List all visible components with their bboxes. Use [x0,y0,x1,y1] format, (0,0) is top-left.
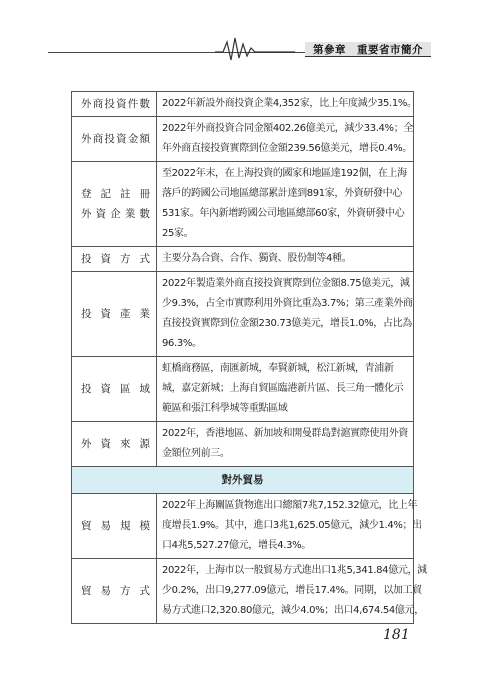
content-line: 易方式進口2,320.80億元，減少4.0%；出口4,674.54億元， [162,605,424,616]
content-line: 2022年，上海市以一般貿易方式進出口1兆5,341.84億元，減 [162,565,427,576]
row-label: 登 記 註 冊 [81,188,150,200]
row-label: 投 資 區 域 [81,383,150,395]
table-row [72,422,414,467]
content-line: 度增長1.9%。其中，進口3兆1,625.05億元，減少1.4%；出 [162,520,422,531]
row-label-cell [72,162,157,247]
content-line: 主要分為合資、合作、獨資、股份制等4種。 [162,253,352,264]
content-line: 少9.3%，占全市實際利用外資比重為3.7%；第三產業外商 [162,298,413,309]
content-line: 口4兆5,527.27億元，增長4.3%。 [162,540,311,551]
content-line: 至2022年末，在上海投資的國家和地區達192個，在上海 [162,168,407,179]
section-row [72,467,414,494]
table-row [72,357,414,422]
row-label: 外 商 投 資 件 數 [81,98,150,110]
row-label: 貿 易 方 式 [81,585,150,597]
content-line: 虹橋商務區，南匯新城，奉賢新城，松江新城，青浦新 [162,363,394,374]
content-line: 25家。 [162,228,194,239]
row-content-cell [157,162,414,247]
page-number: 181 [383,627,410,643]
content-line: 落戶的跨國公司地區總部累計達到891家，外資研發中心 [162,188,402,199]
content-line: 城，嘉定新城；上海自貿區臨港新片區、長三角一體化示 [162,383,404,394]
table-row [72,559,414,624]
chapter-title: 第參章 重要省市簡介 [305,42,431,57]
table-row [72,494,414,559]
row-content-cell [157,422,414,467]
row-label: 外 資 來 源 [81,438,150,450]
content-line: 年外商直接投資實際到位金額239.56億美元，增長0.4%。 [162,143,412,154]
row-label-cell [72,247,157,272]
row-label: 投 資 產 業 [81,308,150,320]
page-header [0,0,480,62]
row-label-cell [72,494,157,559]
table-row [72,92,414,117]
content-line: 直接投資實際到位金額230.73億美元，增長1.0%，占比為 [162,318,412,329]
row-label: 外 資 企 業 數 [81,208,150,220]
content-line: 2022年新設外商投資企業4,352家，比上年度減少35.1%。 [162,98,417,109]
row-label-cell [72,357,157,422]
row-label-cell [72,272,157,357]
heartbeat-wave-icon [215,34,295,64]
content-line: 96.3%。 [162,338,202,349]
row-content-cell [157,357,414,422]
investment-table-container [71,91,427,624]
investment-table [71,91,427,624]
table-row [72,272,414,357]
content-line: 531家。年內新增跨國公司地區總部60家，外資研發中心 [162,208,405,219]
row-label-cell [72,92,157,117]
content-line: 2022年外商投資合同金額402.26億美元，減少33.4%；全 [162,123,414,134]
row-content-cell [157,92,417,117]
content-line: 2022年製造業外商直接投資實際到位金額8.75億美元，減 [162,278,410,289]
row-content-cell [157,117,414,162]
row-content-cell [157,559,427,624]
table-row [72,162,414,247]
table-row [72,117,414,162]
content-line: 2022年，香港地區、新加坡和開曼群島對滬實際使用外資 [162,428,408,439]
row-content-cell [157,272,414,357]
content-line: 2022年上海關區貨物進出口總額7兆7,152.32億元，比上年 [162,500,418,511]
section-title: 對外貿易 [72,467,414,494]
row-label-cell [72,117,157,162]
row-content-cell [157,494,422,559]
row-content-cell [157,247,414,272]
content-line: 範區和張江科學城等重點區域 [162,403,288,414]
row-label-cell [72,422,157,467]
row-label: 外 商 投 資 金 額 [81,133,150,145]
content-line: 金額位列前三。 [162,448,230,459]
row-label-cell [72,559,157,624]
content-line: 少0.2%，出口9,277.09億元，增長17.4%。同期，以加工貿 [162,585,422,596]
table-row [72,247,414,272]
row-label: 投 資 方 式 [81,253,150,265]
row-label: 貿 易 規 模 [81,520,150,532]
